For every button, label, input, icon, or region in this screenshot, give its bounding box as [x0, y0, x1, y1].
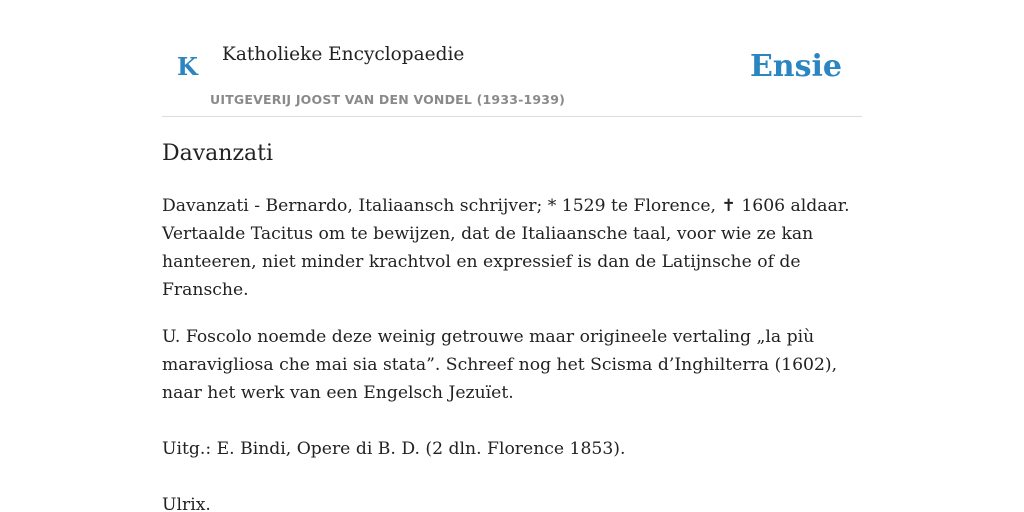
encyclopedia-header	[162, 0, 862, 117]
article-author: Ulrix.	[162, 495, 211, 512]
encyclopedia-logo[interactable]: K	[177, 52, 198, 81]
article-paragraph: Uitg.: E. Bindi, Opere di B. D. (2 dln. Florence 1853).	[162, 439, 626, 459]
article-paragraph: Davanzati - Bernardo, Italiaansch schrijver; * 1529 te Florence, ✝ 1606 aldaar. Vertaalde Tacitus om te bewijzen, dat de Italiaansche taal, voor wie ze kan hanteeren, niet minder krachtvol en expressief is dan de Latijnsche of de Fransche.	[162, 196, 850, 300]
publisher-subtitle: UITGEVERIJ JOOST VAN DEN VONDEL (1933-1939)	[210, 92, 566, 107]
article-content	[162, 140, 866, 512]
encyclopedia-title[interactable]: Katholieke Encyclopaedie	[222, 44, 465, 65]
article-paragraph: U. Foscolo noemde deze weinig getrouwe maar origineele vertaling „la più maravigliosa che mai sia stata”. Schreef nog het Scisma d’Inghilterra (1602), naar het werk van een Engelsch Jezuïet.	[162, 327, 838, 403]
article-title: Davanzati	[162, 141, 274, 166]
ensie-brand-link[interactable]: Ensie	[749, 49, 842, 84]
